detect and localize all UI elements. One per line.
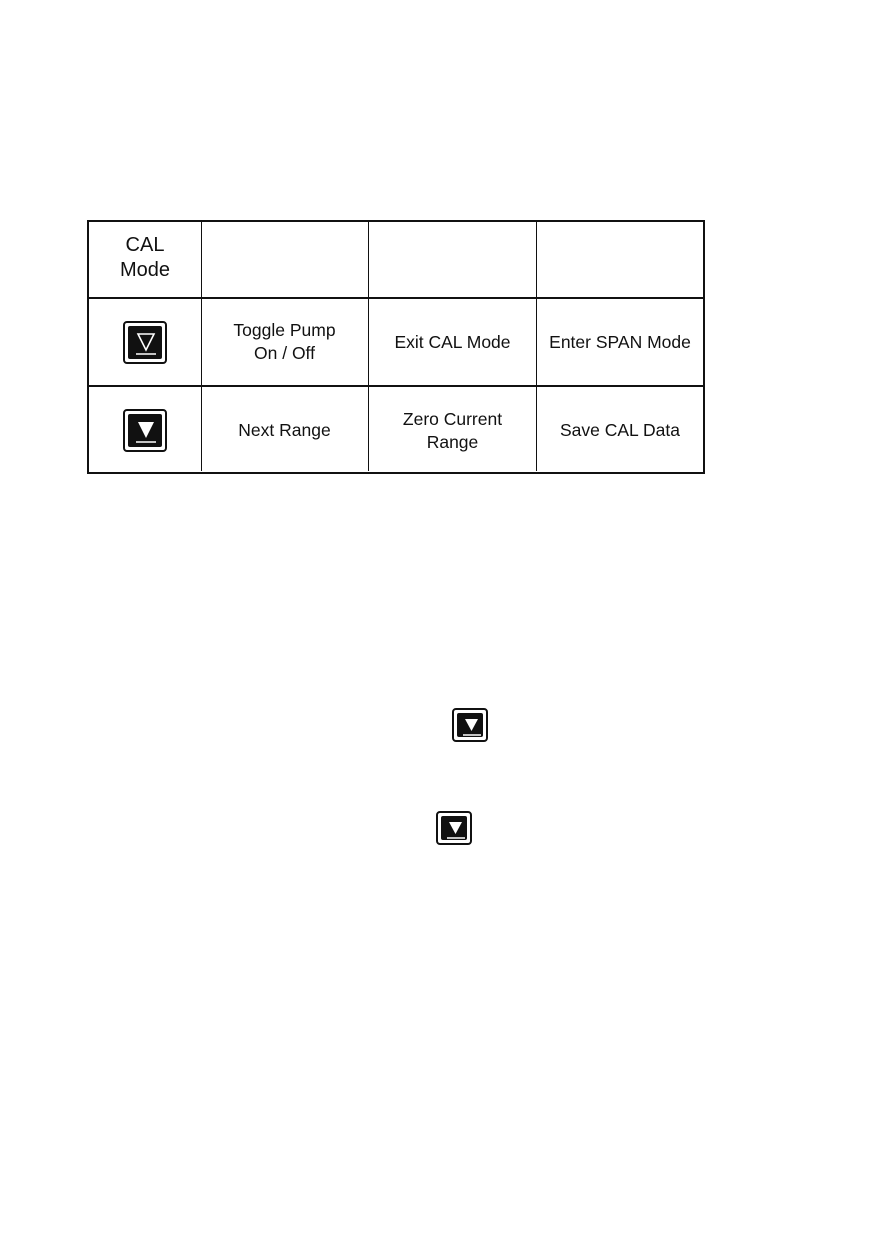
table-cell: Save CAL Data (560, 420, 680, 440)
down-arrow-filled-key-icon (452, 708, 488, 742)
table-cell: Zero Current Range (402, 408, 503, 452)
cal-mode-table (87, 220, 705, 474)
table-row (89, 387, 703, 474)
down-arrow-outline-key-icon (123, 321, 167, 364)
down-arrow-filled-key-icon (123, 409, 167, 452)
header-cell (201, 222, 368, 297)
cal-mode-label: CAL Mode (119, 233, 171, 281)
header-cell (368, 222, 537, 297)
down-arrow-filled-key-icon (436, 811, 472, 845)
table-cell: Toggle Pump On / Off (233, 320, 336, 363)
table-row (89, 299, 703, 387)
table-header-row (89, 222, 703, 299)
table-cell: Next Range (238, 420, 331, 440)
header-cell (537, 222, 703, 297)
table-cell: Enter SPAN Mode (549, 331, 691, 352)
table-cell: Exit CAL Mode (394, 331, 511, 352)
